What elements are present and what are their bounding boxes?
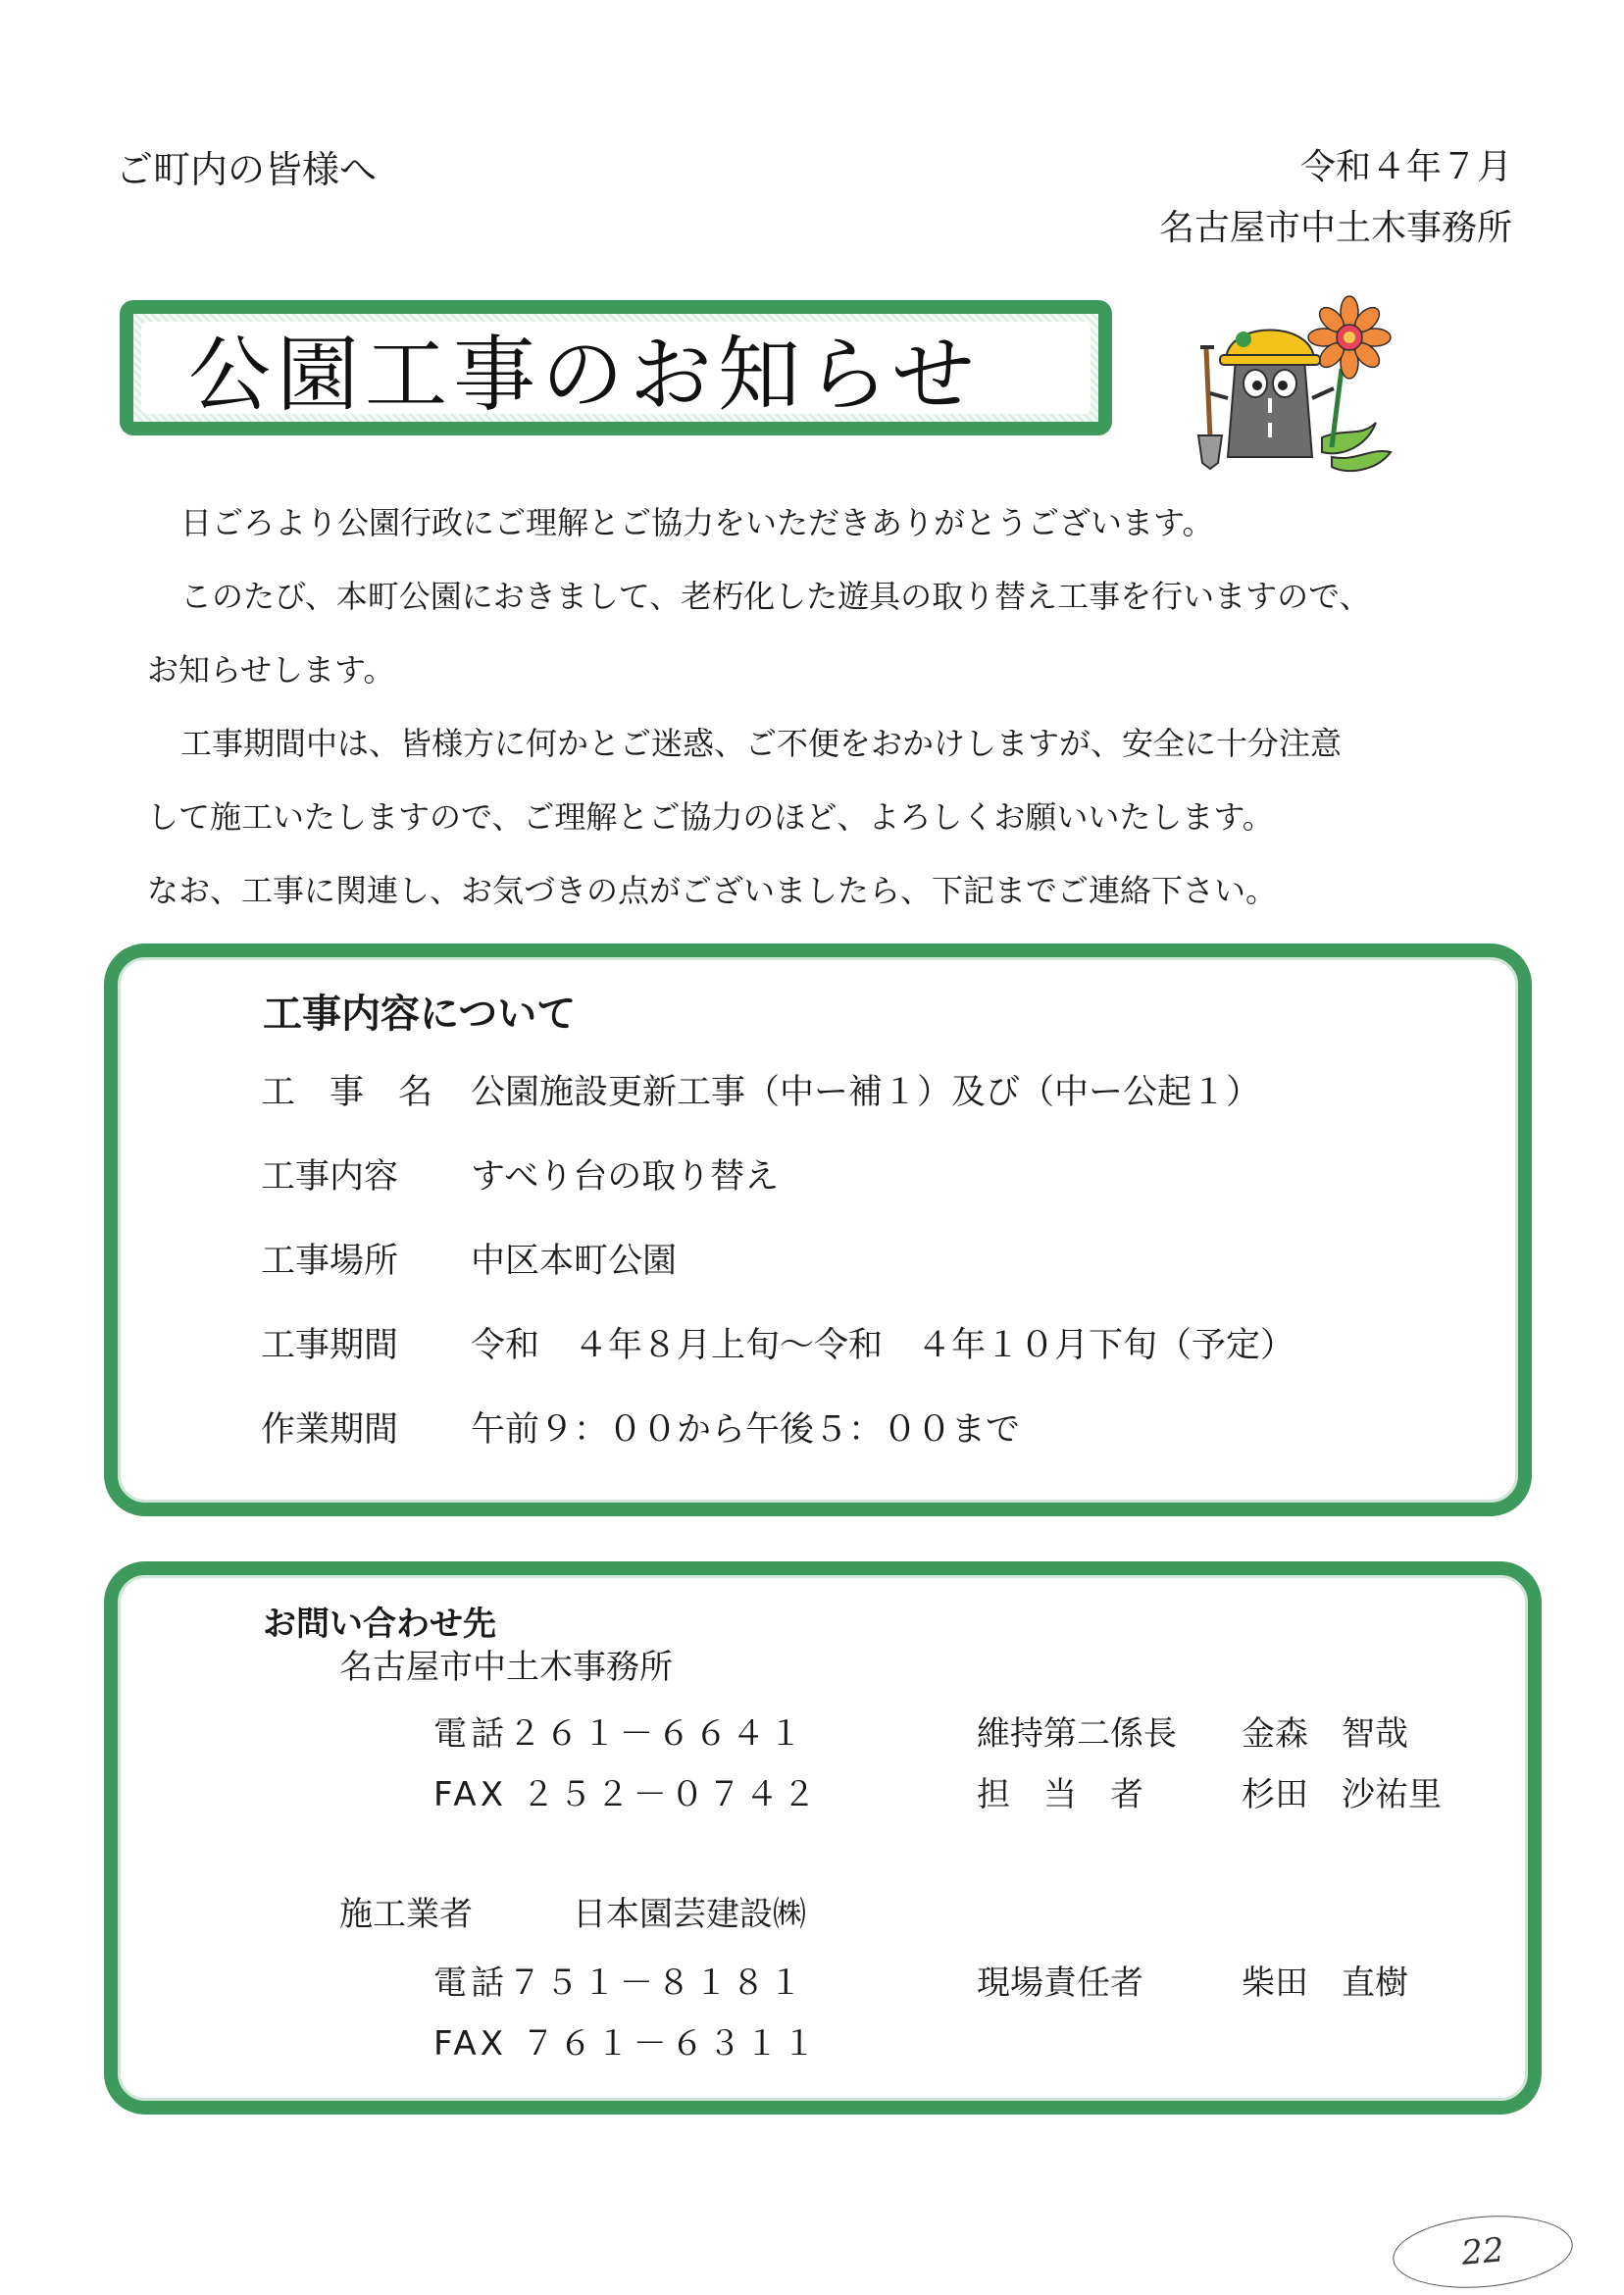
- mascot-illustration: [1175, 290, 1402, 477]
- contractor-label: 施工業者: [339, 1895, 473, 1934]
- row-value-work-name: 公園施設更新工事（中ー補１）及び（中ー公起１）: [471, 1073, 1261, 1112]
- office-person-2: 杉田 沙祐里: [1242, 1775, 1442, 1814]
- greeting: ご町内の皆様へ: [116, 148, 378, 191]
- issuer: 名古屋市中土木事務所: [1158, 208, 1512, 248]
- work-details-heading: 工事内容について: [263, 992, 577, 1037]
- row-label-work-period: 工事期間: [261, 1326, 399, 1365]
- office-role-2: 担 当 者: [977, 1775, 1143, 1814]
- body-paragraph-2b: お知らせします。: [147, 651, 395, 688]
- body-paragraph-2a: このたび、本町公園におきまして、老朽化した遊具の取り替え工事を行いますので、: [180, 578, 1371, 615]
- office-name: 名古屋市中土木事務所: [339, 1648, 673, 1687]
- title-box: [120, 300, 1112, 435]
- body-paragraph-1: 日ごろより公園行政にご理解とご協力をいただきありがとうございます。: [180, 504, 1214, 541]
- handwritten-page-mark: 22: [1390, 2209, 1576, 2295]
- contractor-name: 日本園芸建設㈱: [573, 1895, 806, 1934]
- work-details-box: [104, 944, 1532, 1516]
- body-paragraph-3b: して施工いたしますので、ご理解とご協力のほど、よろしくお願いいたします。: [147, 798, 1274, 836]
- page-title: 公園工事のお知らせ: [141, 322, 1091, 414]
- contractor-person: 柴田 直樹: [1242, 1964, 1408, 2003]
- row-value-work-location: 中区本町公園: [471, 1242, 678, 1281]
- row-value-work-period: 令和 ４年８月上旬～令和 ４年１０月下旬（予定）: [471, 1326, 1295, 1365]
- contractor-fax: FAX ７６１－６３１１: [433, 2024, 820, 2064]
- body-paragraph-3a: 工事期間中は、皆様方に何かとご迷惑、ご不便をおかけしますが、安全に十分注意: [180, 725, 1343, 762]
- body-paragraph-4: なお、工事に関連し、お気づきの点がございましたら、下記までご連絡下さい。: [147, 872, 1278, 909]
- office-fax: FAX ２５２－０７４２: [433, 1775, 820, 1814]
- row-value-work-content: すべり台の取り替え: [471, 1157, 780, 1197]
- row-label-work-name: 工 事 名: [261, 1073, 433, 1112]
- row-value-work-hours: 午前９：００から午後５：００まで: [471, 1410, 1021, 1450]
- contact-box: [104, 1561, 1542, 2115]
- office-role-1: 維持第二係長: [977, 1714, 1177, 1754]
- contractor-role: 現場責任者: [977, 1964, 1143, 2003]
- contact-heading: お問い合わせ先: [263, 1605, 496, 1644]
- row-label-work-hours: 作業期間: [261, 1410, 399, 1450]
- office-person-1: 金森 智哉: [1242, 1714, 1408, 1754]
- contractor-phone: 電話７５１－８１８１: [433, 1964, 806, 2003]
- body-text: [147, 486, 1520, 928]
- issue-date: 令和４年７月: [1299, 147, 1512, 187]
- office-phone: 電話２６１－６６４１: [433, 1714, 806, 1754]
- row-label-work-location: 工事場所: [261, 1242, 399, 1281]
- row-label-work-content: 工事内容: [261, 1157, 399, 1197]
